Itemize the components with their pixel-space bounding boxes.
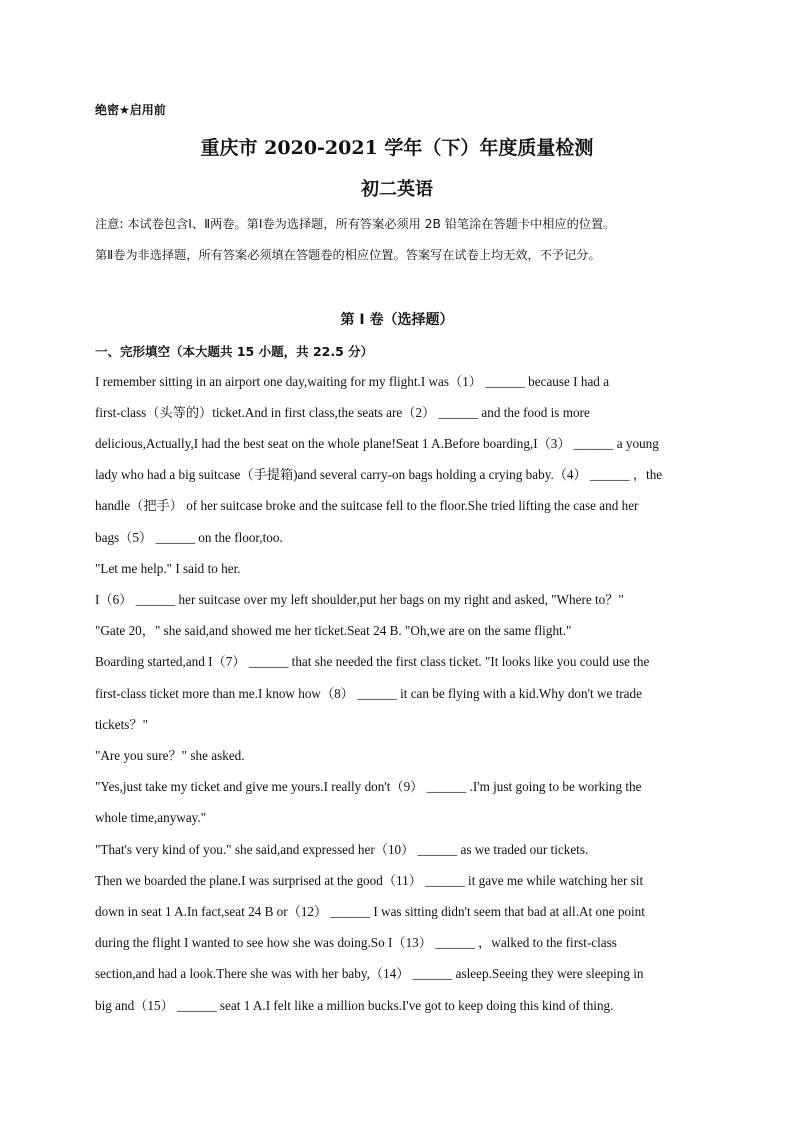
part-title: 一、完形填空（本大题共 15 小题，共 22.5 分） [95, 344, 374, 359]
passage-line: first-class（头等的）ticket.And in first class,the seats are（2） ______ and the food is more [95, 405, 590, 420]
passage-line: "That's very kind of you." she said,and expressed her（10） ______ as we traded our tickets. [95, 842, 589, 857]
passage-line: I（6） ______ her suitcase over my left shoulder,put her bags on my right and asked, "Where to？" [95, 592, 624, 607]
section-title: 第 I 卷（选择题） [340, 312, 454, 328]
passage-line: section,and had a look.There she was with her baby,（14） ______ asleep.Seeing they were sleeping in [95, 966, 644, 981]
confidential-label: 绝密★启用前 [95, 103, 166, 117]
passage-line: handle（把手） of her suitcase broke and the suitcase fell to the floor.She tried lifting the case and her [95, 498, 639, 513]
passage-line: bags（5） ______ on the floor,too. [95, 530, 283, 545]
passage-line: Boarding started,and I（7） ______ that she needed the first class ticket. "It looks like you could use the [95, 654, 650, 669]
passage-line: tickets？" [95, 717, 148, 732]
passage-line: "Gate 20，" she said,and showed me her ticket.Seat 24 B. "Oh,we are on the same flight." [95, 623, 572, 638]
passage-line: "Let me help." I said to her. [95, 561, 241, 576]
passage-line: big and（15） ______ seat 1 A.I felt like a million bucks.I've got to keep doing this kind of thing. [95, 998, 614, 1013]
passage-line: whole time,anyway." [95, 810, 207, 825]
exam-subject: 初二英语 [361, 179, 433, 200]
exam-title: 重庆市 2020-2021 学年（下）年度质量检测 [200, 137, 594, 159]
passage-line: "Are you sure？" she asked. [95, 748, 245, 763]
passage-line: delicious,Actually,I had the best seat on the whole plane!Seat 1 A.Before boarding,I（3） ______ a young [95, 436, 659, 451]
passage-line: I remember sitting in an airport one day,waiting for my flight.I was（1） ______ because I had a [95, 374, 610, 389]
notice-line-2: 第Ⅱ卷为非选择题，所有答案必须填在答题卷的相应位置。答案写在试卷上均无效，不予记分。 [95, 248, 601, 262]
passage-line: down in seat 1 A.In fact,seat 24 B or（12） ______ I was sitting didn't seem that bad at all.At one point [95, 904, 645, 919]
passage-line: lady who had a big suitcase（手提箱)and several carry-on bags holding a crying baby.（4） ______ ，the [95, 467, 663, 482]
passage-line: first-class ticket more than me.I know how（8） ______ it can be flying with a kid.Why don't we trade [95, 686, 642, 701]
passage-line: "Yes,just take my ticket and give me yours.I really don't（9） ______ .I'm just going to be working the [95, 779, 642, 794]
passage-line: during the flight I wanted to see how she was doing.So I（13） ______ ，walked to the first-class [95, 935, 617, 950]
passage-line: Then we boarded the plane.I was surprised at the good（11） ______ it gave me while watching her sit [95, 873, 644, 888]
notice-line-1: 注意: 本试卷包含Ⅰ、Ⅱ两卷。第Ⅰ卷为选择题，所有答案必须用 2B 铅笔涂在答题卡中相应的位置。 [95, 217, 616, 231]
